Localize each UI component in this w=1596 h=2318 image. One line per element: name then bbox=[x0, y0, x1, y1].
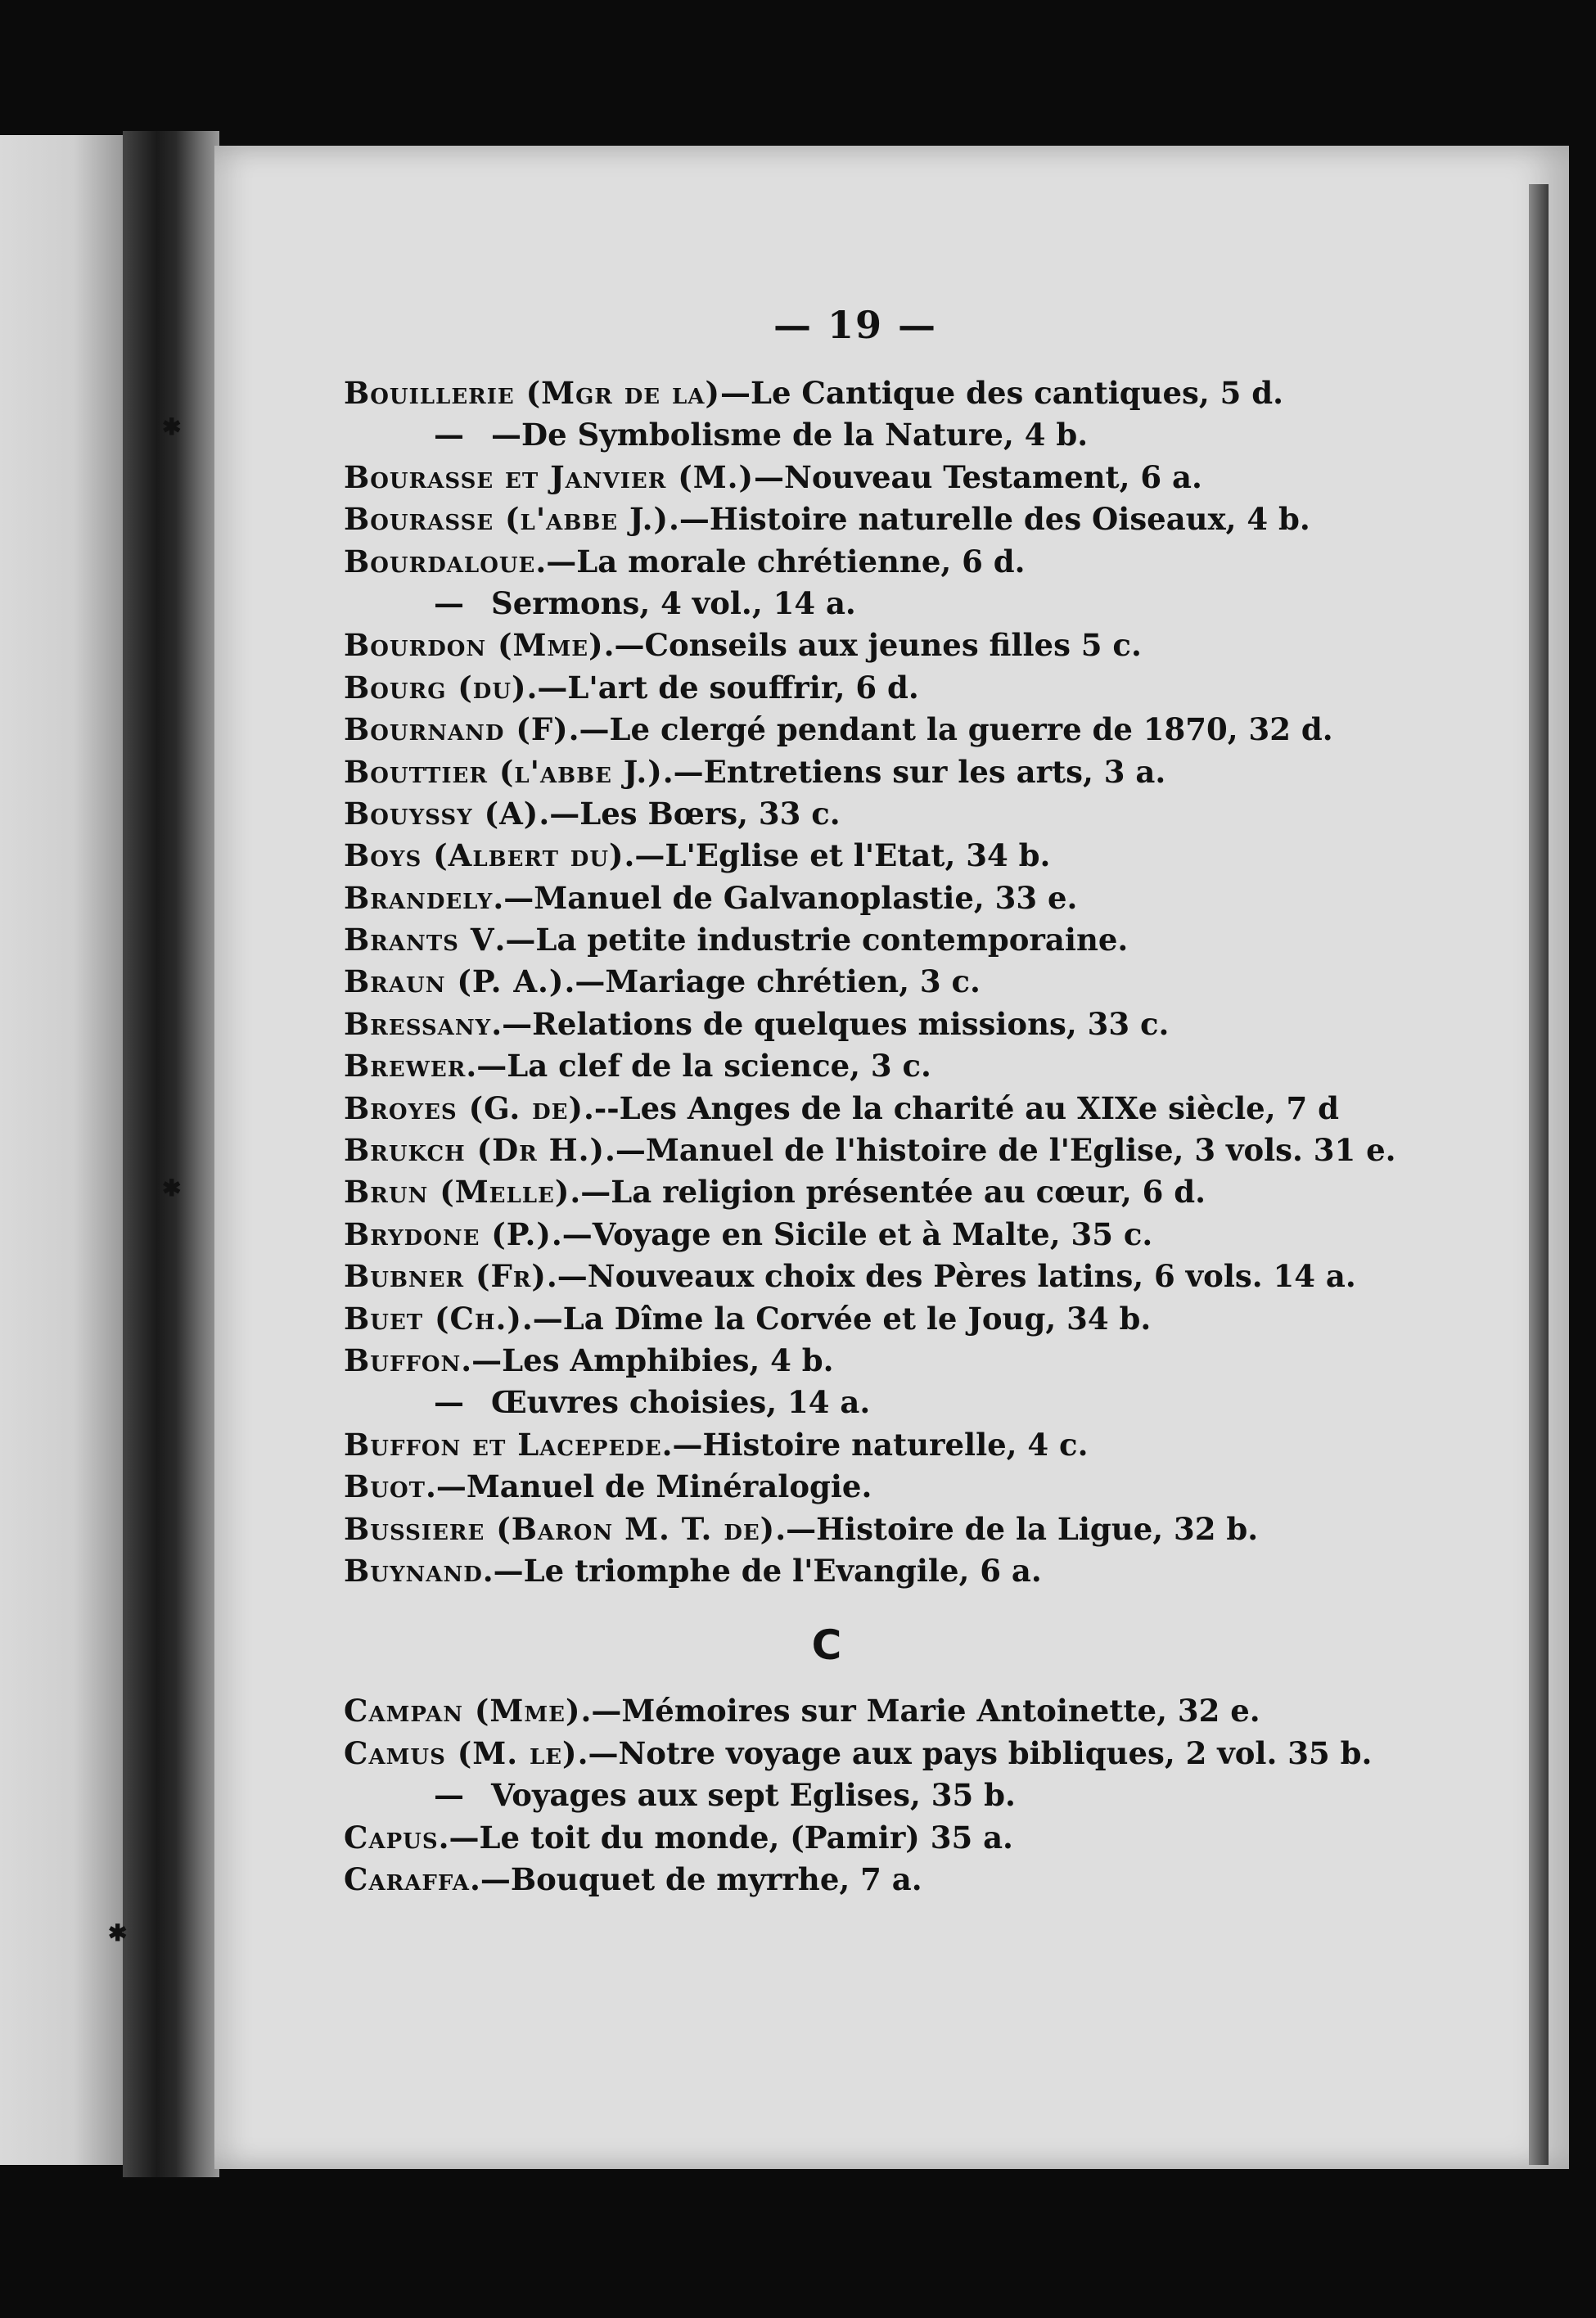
entry-title: .—Conseils aux jeunes filles 5 c. bbox=[603, 627, 1142, 664]
entry-author: Boys (Albert du) bbox=[344, 837, 624, 874]
catalog-entry bbox=[344, 1171, 1391, 1213]
catalog-entry bbox=[344, 667, 1391, 709]
entry-author: Camus (M. le) bbox=[344, 1734, 578, 1771]
entry-author: Bourasse (l'abbe J.) bbox=[344, 501, 670, 538]
catalog-entry bbox=[344, 1130, 1396, 1171]
catalog-entry bbox=[344, 1509, 1391, 1550]
catalog-entry bbox=[344, 1214, 1391, 1256]
entry-author: Bubner (Fr) bbox=[344, 1258, 547, 1295]
entry-title: Sermons, 4 vol., 14 a. bbox=[491, 584, 856, 621]
entry-title: .—Bouquet de myrrhe, 7 a. bbox=[469, 1860, 922, 1897]
entry-title: —De Symbolisme de la Nature, 4 b. bbox=[491, 417, 1089, 453]
catalog-entry bbox=[344, 751, 1391, 793]
entry-author: Brandely bbox=[344, 879, 494, 916]
entry-title: .—Manuel de Minéralogie. bbox=[425, 1468, 872, 1505]
catalog-entry bbox=[344, 583, 1391, 625]
entry-title: .—Histoire naturelle, 4 c. bbox=[661, 1426, 1089, 1463]
binding-thread-mark: ✱ bbox=[108, 1919, 128, 1946]
catalog-entry bbox=[344, 625, 1391, 666]
catalog-entry bbox=[344, 709, 1391, 751]
entries-section-b bbox=[344, 372, 1396, 1592]
entry-title: .—Mariage chrétien, 3 c. bbox=[564, 963, 981, 1000]
catalog-entry bbox=[344, 1859, 1391, 1901]
entry-title: .—La petite industrie contemporaine. bbox=[494, 922, 1129, 958]
entry-author: Brants V bbox=[344, 922, 495, 958]
entry-title: .—Histoire de la Ligue, 32 b. bbox=[775, 1510, 1259, 1547]
entry-title: .—Les Amphibies, 4 b. bbox=[461, 1342, 834, 1378]
entry-author: Bourg (du) bbox=[344, 669, 527, 706]
catalog-entry bbox=[344, 1088, 1391, 1130]
catalog-entry bbox=[344, 877, 1391, 919]
entry-author: Buot bbox=[344, 1468, 426, 1505]
catalog-entry bbox=[344, 541, 1391, 583]
entry-author: Capus bbox=[344, 1819, 439, 1856]
entry-ditto-dash: — bbox=[434, 584, 464, 621]
entry-author: Bourasse et Janvier (M.) bbox=[344, 458, 755, 495]
entry-author: Brukch (Dr H.) bbox=[344, 1132, 606, 1169]
entry-title: .—Le triomphe de l'Evangile, 6 a. bbox=[482, 1552, 1042, 1589]
entry-author: Bouttier (l'abbe J.) bbox=[344, 753, 663, 790]
catalog-entry bbox=[344, 457, 1391, 498]
catalog-entry bbox=[344, 1424, 1391, 1466]
catalog-entry bbox=[344, 835, 1391, 877]
entry-title: .—La clef de la science, 3 c. bbox=[466, 1048, 931, 1085]
catalog-entry bbox=[344, 1298, 1391, 1340]
catalog-entry bbox=[344, 961, 1391, 1003]
entry-title: .—Le toit du monde, (Pamir) 35 a. bbox=[438, 1819, 1013, 1856]
catalog-entry bbox=[344, 498, 1391, 540]
entry-author: Bourdaloue bbox=[344, 543, 536, 580]
entry-author: Bressany bbox=[344, 1005, 492, 1042]
entry-title: .—Manuel de l'histoire de l'Eglise, 3 vols. 31 e. bbox=[605, 1132, 1396, 1169]
entry-author: Brun (Melle) bbox=[344, 1174, 570, 1211]
catalog-entry bbox=[344, 793, 1391, 835]
entry-author: Brydone (P.) bbox=[344, 1215, 552, 1252]
entry-title: .—Nouveaux choix des Pères latins, 6 vols. 14 a. bbox=[546, 1258, 1356, 1295]
catalog-entry bbox=[344, 1733, 1391, 1775]
entry-title: .—Entretiens sur les arts, 3 a. bbox=[662, 753, 1166, 790]
entry-author: Braun (P. A.) bbox=[344, 963, 565, 1000]
entry-title: .—Notre voyage aux pays bibliques, 2 vol. 35 b. bbox=[577, 1734, 1373, 1771]
entry-title: Voyages aux sept Eglises, 35 b. bbox=[491, 1777, 1016, 1814]
binding-thread-mark: ✱ bbox=[162, 1175, 182, 1202]
entry-author: Bouillerie (Mgr de la) bbox=[344, 375, 720, 411]
entry-ditto-dash: — bbox=[434, 1777, 464, 1814]
catalog-entry bbox=[344, 1256, 1391, 1297]
entry-title: .—Relations de quelques missions, 33 c. bbox=[491, 1005, 1170, 1042]
entry-author: Buynand bbox=[344, 1552, 483, 1589]
catalog-entry bbox=[344, 1775, 1391, 1816]
left-page-edge bbox=[0, 135, 123, 2165]
catalog-entries bbox=[344, 372, 1396, 1901]
entry-title: .—La morale chrétienne, 6 d. bbox=[535, 543, 1026, 580]
entry-title: .—Histoire naturelle des Oiseaux, 4 b. bbox=[669, 501, 1310, 538]
catalog-entry bbox=[344, 1045, 1391, 1087]
entry-author: Buet (Ch.) bbox=[344, 1300, 522, 1337]
entry-title: —Nouveau Testament, 6 a. bbox=[754, 458, 1202, 495]
entry-author: Bourdon (Mme) bbox=[344, 627, 604, 664]
catalog-entry bbox=[344, 1690, 1391, 1732]
entry-author: Brewer bbox=[344, 1048, 467, 1085]
entry-title: .—Le clergé pendant la guerre de 1870, 32 d. bbox=[568, 711, 1333, 748]
catalog-entry bbox=[344, 1817, 1391, 1859]
entry-title: .—Voyage en Sicile et à Malte, 35 c. bbox=[551, 1215, 1153, 1252]
page-number: — 19 — bbox=[773, 303, 938, 347]
entry-author: Caraffa bbox=[344, 1860, 470, 1897]
entry-author: Buffon et Lacepede bbox=[344, 1426, 662, 1463]
entry-title: .--Les Anges de la charité au XIXe siècle, 7 d bbox=[583, 1089, 1339, 1126]
entry-author: Bournand (F) bbox=[344, 711, 569, 748]
catalog-entry bbox=[344, 1466, 1391, 1508]
entry-ditto-dash: — bbox=[434, 1384, 464, 1421]
entry-author: Broyes (G. de) bbox=[344, 1089, 584, 1126]
entry-title: .—L'art de souffrir, 6 d. bbox=[526, 669, 919, 706]
entry-author: Buffon bbox=[344, 1342, 462, 1378]
entry-title: —Le Cantique des cantiques, 5 d. bbox=[719, 375, 1284, 411]
catalog-entry bbox=[344, 1340, 1391, 1382]
catalog-entry bbox=[344, 919, 1391, 961]
entry-title: .—Manuel de Galvanoplastie, 33 e. bbox=[493, 879, 1078, 916]
binding-thread-mark: ✱ bbox=[162, 413, 182, 440]
entry-author: Bouyssy (A) bbox=[344, 795, 539, 832]
entry-title: Œuvres choisies, 14 a. bbox=[491, 1384, 871, 1421]
entry-ditto-dash: — bbox=[434, 417, 464, 453]
entry-author: Bussiere (Baron M. T. de) bbox=[344, 1510, 776, 1547]
catalog-entry bbox=[344, 1382, 1391, 1423]
right-page-edge bbox=[1529, 184, 1549, 2165]
entry-title: .—La religion présentée au cœur, 6 d. bbox=[570, 1174, 1206, 1211]
catalog-entry bbox=[344, 1003, 1391, 1045]
catalog-entry bbox=[344, 372, 1391, 414]
entry-title: .—Les Bœrs, 33 c. bbox=[539, 795, 841, 832]
section-heading-c: C bbox=[811, 1621, 842, 1670]
entry-title: .—Mémoires sur Marie Antoinette, 32 e. bbox=[580, 1693, 1260, 1729]
entry-title: .—La Dîme la Corvée et le Joug, 34 b. bbox=[521, 1300, 1152, 1337]
catalog-entry bbox=[344, 414, 1391, 456]
entry-title: .—L'Eglise et l'Etat, 34 b. bbox=[624, 837, 1051, 874]
entry-author: Campan (Mme) bbox=[344, 1693, 581, 1729]
catalog-entry bbox=[344, 1550, 1391, 1592]
entries-section-c bbox=[344, 1690, 1391, 1901]
